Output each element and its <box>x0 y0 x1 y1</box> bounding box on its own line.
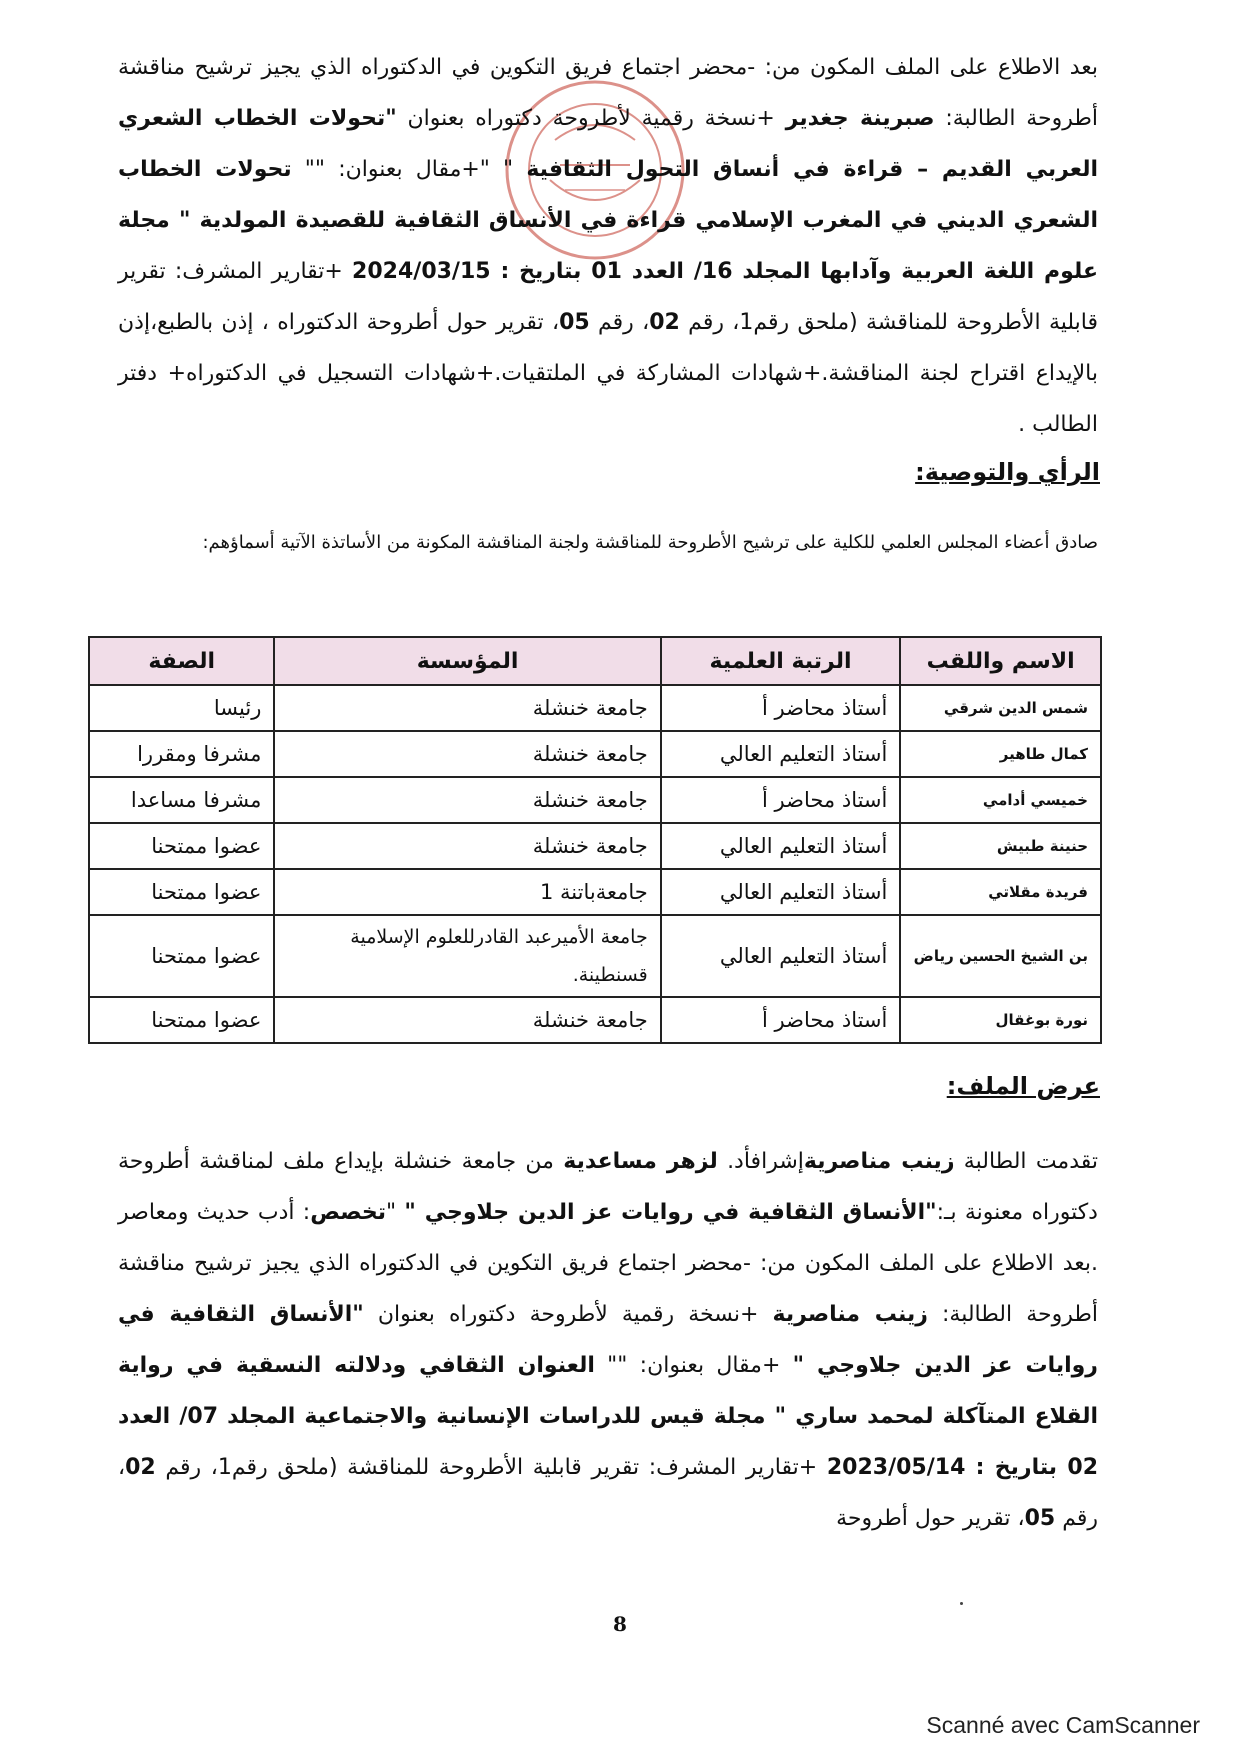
recommendation-heading: الرأي والتوصية: <box>915 458 1100 486</box>
page-number: 8 <box>613 1612 627 1636</box>
member-role: رئيسا <box>89 685 274 731</box>
scanner-watermark: Scanné avec CamScanner <box>926 1712 1200 1738</box>
table-row <box>89 685 1101 731</box>
table-row <box>89 997 1101 1043</box>
supervisor-name: لزهر مساعدية <box>563 1149 718 1174</box>
table-row <box>89 731 1101 777</box>
article-title-2: العنوان الثقافي ودلالته النسقية في رواية القلاع المتآكلة لمحمد ساري " مجلة قيس للدراسات الإنسانية والاجتماعية المجلد 07/ العدد 02 بتاريخ : 2023/05/14 <box>118 1353 1099 1480</box>
member-name: كمال طاهير <box>900 731 1101 777</box>
member-name: شمس الدين شرقي <box>900 685 1101 731</box>
member-institution: جامعة خنشلة <box>274 823 660 869</box>
recommendation-text: صادق أعضاء المجلس العلمي للكلية على ترشيح الأطروحة للمناقشة ولجنة المناقشة المكونة من الأساتذة الآتية أسماؤهم: <box>202 532 1098 553</box>
member-name: حنينة طبيش <box>900 823 1101 869</box>
member-institution: جامعة خنشلة <box>274 997 660 1043</box>
intro-line-1: بعد الاطلاع على الملف المكون من: -محضر اجتماع فريق التكوين في الدكتوراه الذي يجيز ترشيح مناقشة <box>118 55 1098 80</box>
member-institution: جامعة خنشلة <box>274 685 660 731</box>
member-rank: أستاذ محاضر أ <box>661 997 901 1043</box>
member-name: فريدة مقلاتي <box>900 869 1101 915</box>
table-row <box>89 777 1101 823</box>
table-header-row <box>89 637 1101 685</box>
member-role: عضوا ممتحنا <box>89 869 274 915</box>
member-name: خميسي أدامي <box>900 777 1101 823</box>
member-institution: جامعة خنشلة <box>274 777 660 823</box>
thesis-title-2: "الأنساق الثقافية في روايات عز الدين جلاوجي " <box>404 1200 937 1225</box>
member-role: عضوا ممتحنا <box>89 997 274 1043</box>
member-name: بن الشيخ الحسين رياض <box>900 915 1101 997</box>
student-name: صبرينة جغدير <box>785 106 935 131</box>
header-institution: المؤسسة <box>274 637 660 685</box>
article-title: تحولات الخطاب الشعري الديني في المغرب الإسلامي قراءة في الأنساق الثقافية للقصيدة المولدية " مجلة علوم اللغة العربية وآدابها المجلد 16/ العدد 01 بتاريخ : 2024/03/15 <box>118 157 1098 284</box>
member-name: نورة بوغقال <box>900 997 1101 1043</box>
member-institution: جامعةباتنة 1 <box>274 869 660 915</box>
header-role: الصفة <box>89 637 274 685</box>
member-rank: أستاذ التعليم العالي <box>661 869 901 915</box>
file-presentation-paragraph: تقدمت الطالبة زينب مناصريةإشرافأد. لزهر مساعدية من جامعة خنشلة بإيداع ملف لمناقشة أطروحة دكتوراه معنونة بـ:"الأنساق الثقافية في روايات عز الدين جلاوجي " "تخصص: أدب حديث ومعاصر .بعد الاطلاع على الملف المكون من: -محضر اجتماع فريق التكوين في الدكتوراه الذي يجيز ترشيح مناقشة أطروحة الطالبة: زينب مناصرية +نسخة رقمية لأطروحة دكتوراه بعنوان "الأنساق الثقافية في روايات عز الدين جلاوجي " +مقال بعنوان: "" العنوان الثقافي ودلالته النسقية في رواية القلاع المتآكلة لمحمد ساري " مجلة قيس للدراسات الإنسانية والاجتماعية المجلد 07/ العدد 02 بتاريخ : 2023/05/14 +تقارير المشرف: تقرير قابلية الأطروحة للمناقشة (ملحق رقم1، رقم 02، رقم 05، تقرير حول أطروحة <box>118 1149 1099 1531</box>
scan-speck <box>960 1602 963 1605</box>
thesis-title: "تحولات الخطاب الشعري العربي القديم – قراءة في أنساق التحول الثقافية <box>118 106 1099 182</box>
member-rank: أستاذ محاضر أ <box>661 777 901 823</box>
table-row <box>89 823 1101 869</box>
member-institution: جامعة الأميرعبد القادرللعلوم الإسلامية قسنطينة. <box>274 915 660 997</box>
member-role: مشرفا ومقررا <box>89 731 274 777</box>
member-rank: أستاذ التعليم العالي <box>661 731 901 777</box>
file-presentation-heading: عرض الملف: <box>946 1072 1100 1100</box>
student-name-2: زينب مناصرية <box>803 1149 955 1174</box>
member-rank: أستاذ التعليم العالي <box>661 915 901 997</box>
header-rank: الرتبة العلمية <box>661 637 901 685</box>
member-institution: جامعة خنشلة <box>274 731 660 777</box>
member-rank: أستاذ محاضر أ <box>661 685 901 731</box>
header-name: الاسم واللقب <box>900 637 1101 685</box>
table-row <box>89 869 1101 915</box>
committee-table <box>88 636 1102 1044</box>
member-rank: أستاذ التعليم العالي <box>661 823 901 869</box>
member-role: عضوا ممتحنا <box>89 823 274 869</box>
intro-paragraph: بعد الاطلاع على الملف المكون من: -محضر اجتماع فريق التكوين في الدكتوراه الذي يجيز ترشيح مناقشة أطروحة الطالبة: صبرينة جغدير +نسخة رقمية لأطروحة دكتوراه بعنوان "تحولات الخطاب الشعري العربي القديم – قراءة في أنساق التحول الثقافية " "+مقال بعنوان: "" تحولات الخطاب الشعري الديني في المغرب الإسلامي قراءة في الأنساق الثقافية للقصيدة المولدية " مجلة علوم اللغة العربية وآدابها المجلد 16/ العدد 01 بتاريخ : 2024/03/15 +تقارير المشرف: تقرير قابلية الأطروحة للمناقشة (ملحق رقم1، رقم 02، رقم 05، تقرير حول أطروحة الدكتوراه ، إذن بالطبع،إذن بالإيداع اقتراح لجنة المناقشة.+شهادات المشاركة في الملتقيات.+شهادات التسجيل في الدكتوراه+ دفتر الطالب . <box>118 55 1099 437</box>
member-role: عضوا ممتحنا <box>89 915 274 997</box>
table-row <box>89 915 1101 997</box>
member-role: مشرفا مساعدا <box>89 777 274 823</box>
